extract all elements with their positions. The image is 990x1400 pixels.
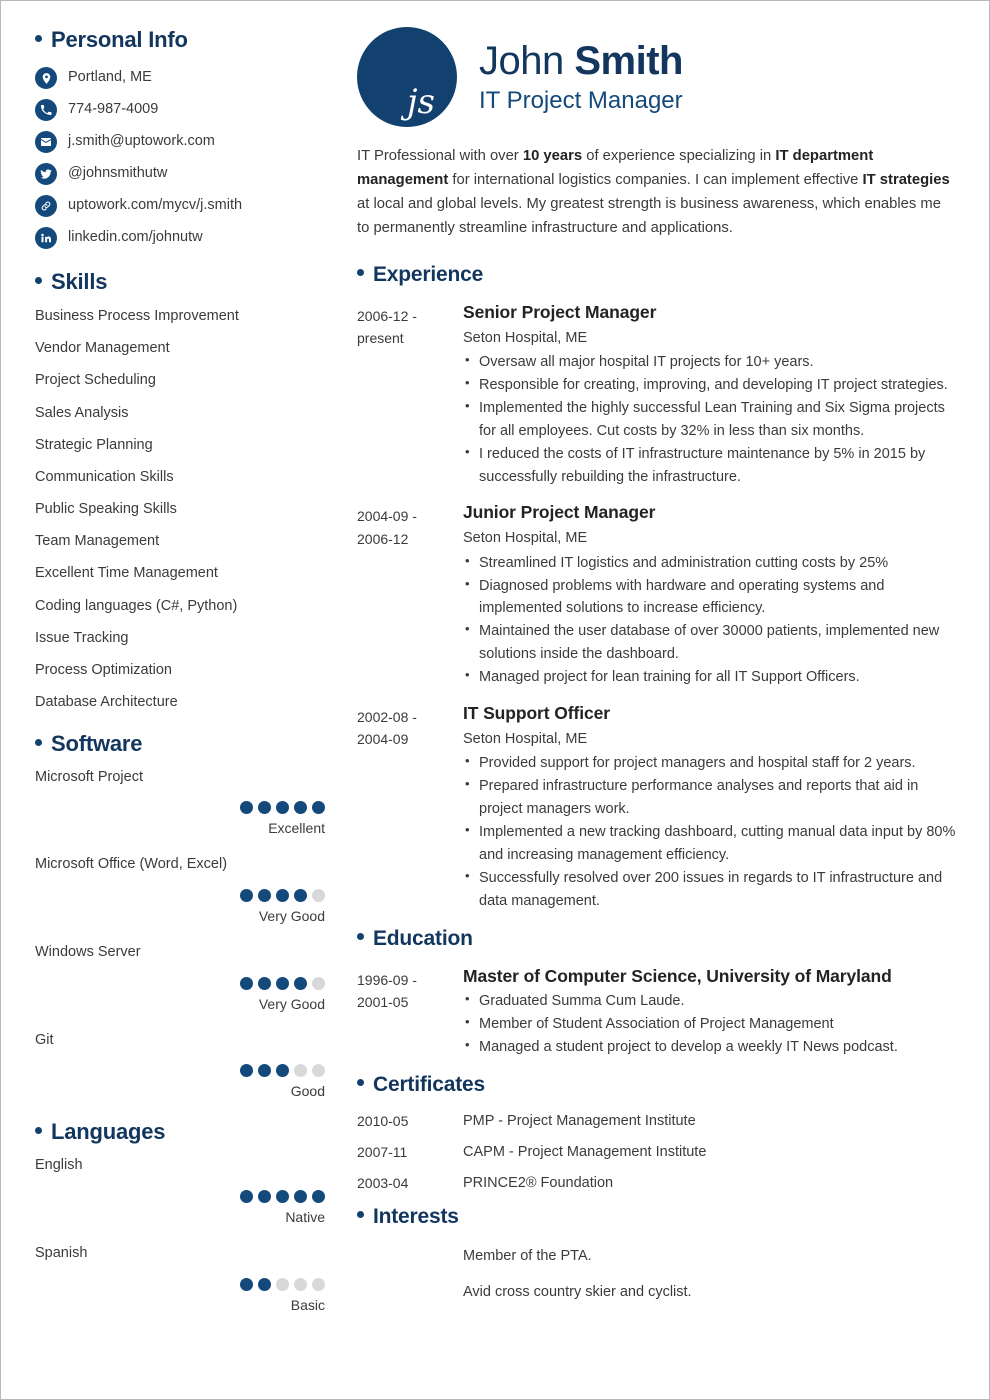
section-heading-interests	[357, 1205, 957, 1229]
summary-text-run: at local and global levels. My greatest strength is business awareness, which enables me to permanently streamline infrastructure and applications.	[357, 195, 941, 236]
language-item	[35, 1245, 325, 1313]
entry-date: 1996-09 - 2001-05	[357, 971, 417, 1010]
section-heading-label: Languages	[51, 1119, 166, 1145]
interest-line: Member of the PTA.	[463, 1247, 592, 1264]
rating-level-label: Very Good	[258, 908, 325, 925]
contact-value: linkedin.com/johnutw	[68, 229, 203, 246]
rating-dots	[35, 801, 325, 814]
skill-item: Coding languages (C#, Python)	[35, 597, 238, 614]
phone-icon	[35, 99, 57, 121]
rating-level-label: Native	[285, 1209, 325, 1226]
entry-bullet: • Member of Student Association of Project Management	[463, 1013, 957, 1036]
resume-header	[357, 27, 957, 127]
rating-dot-filled	[276, 1064, 289, 1077]
rating-dot-empty	[276, 1278, 289, 1291]
rating-dot-filled	[294, 977, 307, 990]
rating-dot-filled	[240, 1064, 253, 1077]
entry-body	[463, 502, 957, 689]
rating-dot-empty	[312, 977, 325, 990]
entry-subtitle: Seton Hospital, ME	[463, 329, 588, 346]
section-heading-label: Experience	[373, 262, 484, 286]
entry-bullet-list	[463, 752, 957, 912]
rating-dot-empty	[294, 1278, 307, 1291]
entry-body	[463, 703, 957, 913]
contact-value: uptowork.com/mycv/j.smith	[68, 197, 243, 214]
rating-dot-empty	[312, 1064, 325, 1077]
rating-dot-filled	[240, 1190, 253, 1203]
rating-level-label: Basic	[290, 1296, 325, 1313]
section-heading-experience	[357, 263, 957, 287]
entry-bullet: • Provided support for project managers and hospital staff for 2 years.	[463, 752, 957, 775]
entry-subtitle: Seton Hospital, ME	[463, 530, 588, 547]
entry-bullet: • Managed a student project to develop a weekly IT News podcast.	[463, 1036, 957, 1059]
section-heading-personal-info	[35, 27, 325, 53]
envelope-icon	[35, 131, 57, 153]
rated-item-name: English	[35, 1157, 83, 1174]
job-title: IT Project Manager	[479, 86, 683, 114]
section-heading-skills	[35, 269, 325, 295]
linkedin-icon	[35, 227, 57, 249]
entry	[357, 502, 957, 689]
entry-bullet: • Responsible for creating, improving, and developing IT project strategies.	[463, 374, 957, 397]
skill-item: Sales Analysis	[35, 404, 129, 421]
rated-item-name: Spanish	[35, 1245, 88, 1262]
section-heading-label: Personal Info	[51, 27, 188, 52]
certificate-row	[357, 1143, 957, 1162]
summary-text-run: for international logistics companies. I can implement effective	[448, 171, 863, 188]
entry-bullet-list	[463, 552, 957, 689]
rating-level-label: Very Good	[258, 995, 325, 1012]
skill-item: Business Process Improvement	[35, 308, 239, 324]
entry-bullet: • Maintained the user database of over 30000 patients, implemented new solutions inside the dashboard.	[463, 620, 957, 666]
entry-bullet: • Managed project for lean training for all IT Support Officers.	[463, 666, 957, 689]
entry-bullet: • Streamlined IT logistics and administration cutting costs by 25%	[463, 552, 957, 575]
entry-bullet: • Successfully resolved over 200 issues in regards to IT infrastructure and data management.	[463, 867, 957, 913]
rating-dots	[35, 1278, 325, 1291]
language-item	[35, 1157, 325, 1225]
rating-dot-filled	[276, 1190, 289, 1203]
sidebar	[15, 27, 341, 1399]
skill-item: Issue Tracking	[35, 629, 129, 646]
skill-item: Excellent Time Management	[35, 565, 218, 582]
skill-item: Team Management	[35, 533, 160, 550]
entry-bullet-list	[463, 351, 957, 488]
bullet-dot-icon	[357, 1211, 364, 1218]
entry-bullet: • I reduced the costs of IT infrastructure maintenance by 5% in 2015 by successfully rebuilding the infrastructure.	[463, 443, 957, 489]
software-item	[35, 1032, 325, 1100]
rating-dot-empty	[312, 1278, 325, 1291]
certificate-name: CAPM - Project Management Institute	[463, 1144, 707, 1161]
skill-item: Strategic Planning	[35, 436, 153, 453]
entry	[357, 302, 957, 489]
certificate-row	[357, 1112, 957, 1131]
entry-body	[463, 302, 957, 489]
rating-dots	[35, 889, 325, 902]
rating-dot-filled	[294, 801, 307, 814]
contact-row[interactable]	[35, 67, 325, 89]
rating-dot-filled	[294, 889, 307, 902]
skills-list	[35, 308, 325, 711]
twitter-icon	[35, 163, 57, 185]
rating-dots	[35, 1064, 325, 1077]
certificate-name: PRINCE2® Foundation	[463, 1174, 614, 1191]
entry-title: Junior Project Manager	[463, 502, 656, 523]
rating-dot-filled	[240, 1278, 253, 1291]
rated-item-name: Windows Server	[35, 944, 141, 961]
rating-dot-filled	[240, 889, 253, 902]
entry-title: Senior Project Manager	[463, 301, 657, 322]
section-heading-languages	[35, 1119, 325, 1145]
header-text	[479, 40, 683, 114]
page-title	[479, 40, 683, 82]
contact-value: @johnsmithutw	[68, 165, 168, 182]
skill-item: Project Scheduling	[35, 372, 156, 389]
resume-columns	[1, 1, 989, 1399]
contact-list	[35, 67, 325, 249]
last-name: Smith	[574, 38, 683, 83]
entry-date: 2002-08 - 2004-09	[357, 709, 417, 748]
contact-row[interactable]	[35, 163, 325, 185]
certificate-date: 2010-05	[357, 1113, 409, 1130]
education-list	[357, 966, 957, 1060]
contact-row[interactable]	[35, 195, 325, 217]
main-column	[341, 27, 975, 1399]
section-heading-label: Software	[51, 730, 143, 756]
entry-bullet-list	[463, 990, 957, 1059]
rating-dot-filled	[258, 1190, 271, 1203]
software-item	[35, 856, 325, 924]
rating-dot-filled	[276, 889, 289, 902]
entry-bullet: • Implemented a new tracking dashboard, cutting manual data input by 80% and increasing management efficiency.	[463, 821, 957, 867]
entry-title: Master of Computer Science, University of Maryland	[463, 965, 892, 986]
software-item	[35, 769, 325, 837]
rated-item-name: Microsoft Project	[35, 768, 143, 785]
avatar-initials: js	[407, 82, 435, 122]
contact-row[interactable]	[35, 227, 325, 249]
certificate-row	[357, 1174, 957, 1193]
first-name: John	[479, 38, 564, 83]
rating-dot-filled	[240, 801, 253, 814]
rating-dot-filled	[258, 1278, 271, 1291]
skill-item: Database Architecture	[35, 694, 178, 711]
bullet-dot-icon	[357, 1079, 364, 1086]
certificate-name: PMP - Project Management Institute	[463, 1113, 696, 1130]
summary-highlight: IT strategies	[862, 171, 950, 188]
link-icon	[35, 195, 57, 217]
rating-dot-empty	[294, 1064, 307, 1077]
entry-body	[463, 966, 957, 1060]
location-pin-icon	[35, 67, 57, 89]
bullet-dot-icon	[35, 35, 42, 42]
experience-list	[357, 302, 957, 913]
section-heading-label: Certificates	[373, 1073, 485, 1097]
rated-item-name: Git	[35, 1031, 54, 1048]
skill-item: Process Optimization	[35, 661, 172, 678]
rating-dots	[35, 977, 325, 990]
rating-dot-empty	[312, 889, 325, 902]
entry-bullet: • Prepared infrastructure performance analyses and reports that aid in project managers work.	[463, 775, 957, 821]
contact-value: 774-987-4009	[68, 101, 159, 118]
rating-dot-filled	[240, 977, 253, 990]
entry-subtitle: Seton Hospital, ME	[463, 730, 588, 747]
bullet-dot-icon	[35, 739, 42, 746]
section-heading-certificates	[357, 1073, 957, 1097]
languages-rating-list	[35, 1157, 325, 1312]
interest-line: Avid cross country skier and cyclist.	[463, 1283, 692, 1300]
section-heading-label: Interests	[373, 1204, 459, 1228]
contact-value: j.smith@uptowork.com	[68, 133, 215, 150]
entry-bullet: • Oversaw all major hospital IT projects for 10+ years.	[463, 351, 957, 374]
rating-dot-filled	[258, 801, 271, 814]
rating-dot-filled	[312, 1190, 325, 1203]
bullet-dot-icon	[357, 269, 364, 276]
summary-highlight: 10 years	[522, 148, 583, 164]
entry-date: 2004-09 - 2006-12	[357, 508, 417, 547]
rated-item-name: Microsoft Office (Word, Excel)	[35, 856, 228, 873]
rating-dot-filled	[312, 801, 325, 814]
entry-bullet: • Graduated Summa Cum Laude.	[463, 990, 957, 1013]
summary-text-run: of experience specializing in	[582, 148, 776, 164]
bullet-dot-icon	[357, 933, 364, 940]
skill-item: Vendor Management	[35, 340, 170, 357]
avatar	[357, 27, 457, 127]
rating-dot-filled	[258, 1064, 271, 1077]
entry-title: IT Support Officer	[463, 703, 610, 724]
rating-dot-filled	[294, 1190, 307, 1203]
software-rating-list	[35, 769, 325, 1100]
section-heading-software	[35, 731, 325, 757]
section-heading-education	[357, 927, 957, 951]
entry-date: 2006-12 - present	[357, 307, 417, 347]
certificate-date: 2003-04	[357, 1174, 409, 1191]
interests-list	[357, 1247, 957, 1302]
rating-dots	[35, 1190, 325, 1203]
bullet-dot-icon	[35, 1127, 42, 1134]
contact-value: Portland, ME	[68, 69, 152, 86]
section-heading-label: Skills	[51, 269, 108, 294]
contact-row[interactable]	[35, 99, 325, 121]
rating-level-label: Good	[290, 1083, 325, 1100]
entry-bullet: • Implemented the highly successful Lean Training and Six Sigma projects for all employees. Cut costs by 32% in less than six months.	[463, 397, 957, 443]
skill-item: Communication Skills	[35, 468, 174, 485]
section-heading-label: Education	[373, 926, 473, 950]
rating-dot-filled	[276, 801, 289, 814]
rating-dot-filled	[258, 889, 271, 902]
certificate-date: 2007-11	[357, 1144, 408, 1161]
summary-highlight: IT department management	[357, 148, 874, 188]
entry	[357, 703, 957, 913]
rating-level-label: Excellent	[268, 820, 325, 837]
rating-dot-filled	[276, 977, 289, 990]
entry	[357, 966, 957, 1060]
entry-bullet: • Diagnosed problems with hardware and operating systems and implemented solutions to increase efficiency.	[463, 575, 957, 621]
summary-text-run: IT Professional with over	[357, 148, 523, 164]
software-item	[35, 944, 325, 1012]
contact-row[interactable]	[35, 131, 325, 153]
summary-paragraph	[357, 145, 957, 241]
skill-item: Public Speaking Skills	[35, 501, 177, 518]
bullet-dot-icon	[35, 277, 42, 284]
rating-dot-filled	[258, 977, 271, 990]
certificates-list	[357, 1112, 957, 1193]
